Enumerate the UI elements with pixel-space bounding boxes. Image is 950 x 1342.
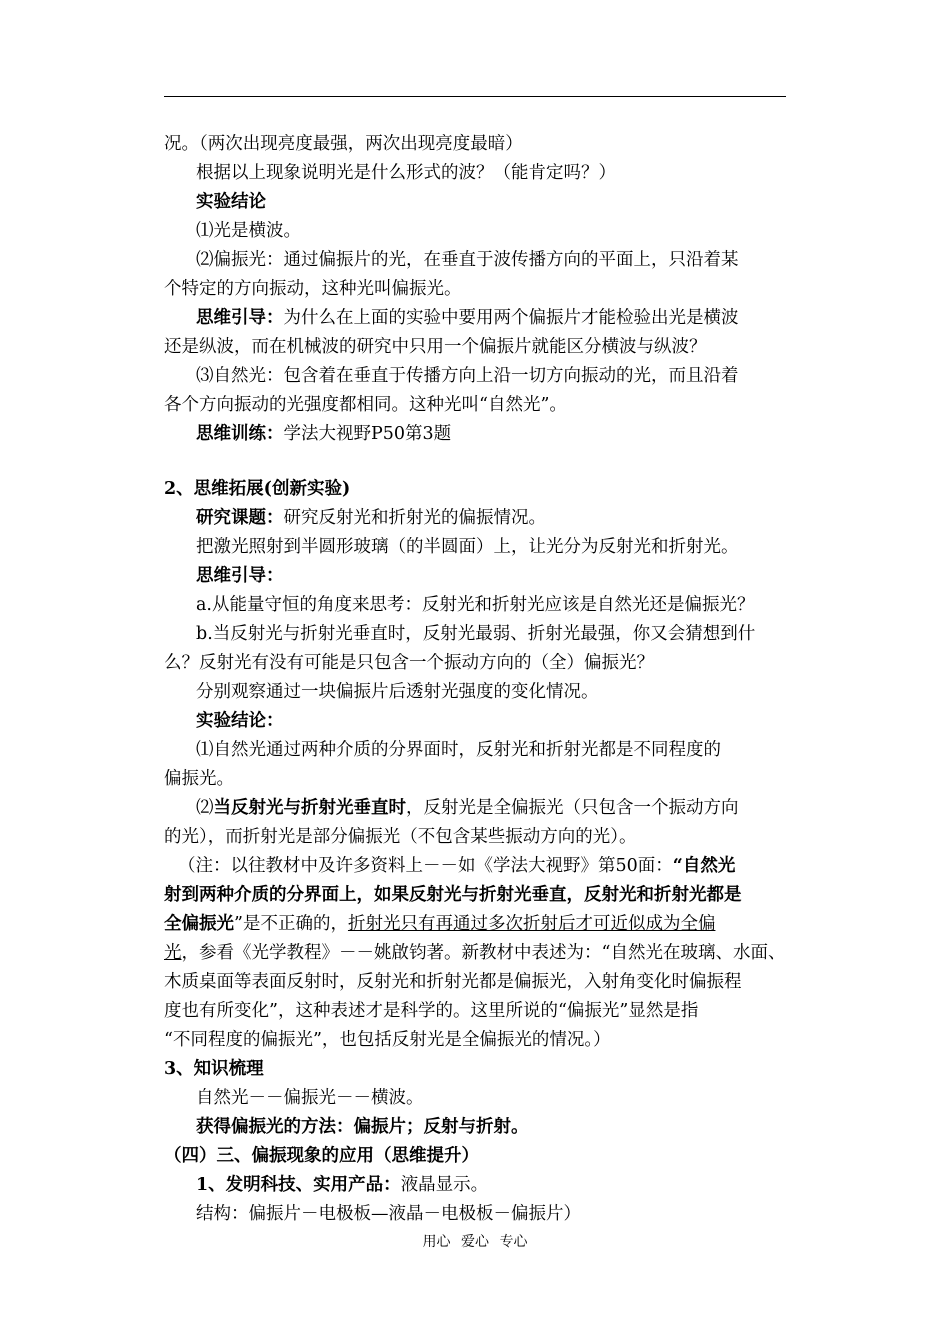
section-heading: 思维引导：	[196, 566, 284, 586]
text-line: 各个方向振动的光强度都相同。这种光叫“自然光”。	[164, 395, 567, 415]
section-heading: （四）三、偏振现象的应用（思维提升）	[164, 1146, 479, 1166]
section-heading: 2、思维拓展(创新实验)	[164, 479, 351, 499]
label: 研究课题：	[196, 508, 284, 528]
text: 研究反射光和折射光的偏振情况。	[283, 508, 546, 528]
text-line: 射到两种介质的分界面上，如果反射光与折射光垂直，反射光和折射光都是	[164, 885, 742, 905]
text-line	[178, 855, 950, 877]
text-line: 分别观察通过一块偏振片后透射光强度的变化情况。	[196, 682, 599, 702]
section-heading: 实验结论：	[196, 711, 284, 731]
label: 思维训练：	[196, 424, 284, 444]
header-rule	[164, 96, 786, 97]
text-line: 自然光－－偏振光－－横波。	[196, 1088, 424, 1108]
underlined-text: 光	[164, 943, 182, 963]
text: ⑵	[196, 798, 214, 818]
text-line	[196, 307, 950, 329]
text-line: 木质桌面等表面反射时，反射光和折射光都是偏振光，入射角变化时偏振程	[164, 972, 742, 992]
text-line: ⑴光是横波。	[196, 221, 301, 241]
text-line: 根据以上现象说明光是什么形式的波？（能肯定吗？）	[196, 163, 616, 183]
text-line: 结构：偏振片－电极板—液晶－电极板－偏振片）	[196, 1204, 581, 1224]
text-line: 还是纵波，而在机械波的研究中只用一个偏振片就能区分横波与纵波？	[164, 337, 707, 357]
text-line: ⑴自然光通过两种介质的分界面时，反射光和折射光都是不同程度的	[196, 740, 721, 760]
section-heading: 实验结论	[196, 192, 266, 212]
page-footer: 用心 爱心 专心	[422, 1234, 528, 1250]
text-line: 获得偏振光的方法：偏振片；反射与折射。	[196, 1117, 529, 1137]
text-line: 个特定的方向振动，这种光叫偏振光。	[164, 279, 462, 299]
text-line	[164, 913, 950, 935]
text-line	[196, 1174, 950, 1196]
text: 学法大视野P50第3题	[283, 424, 452, 444]
label: 1、发明科技、实用产品：	[196, 1175, 401, 1195]
underlined-text: 折射光只有再通过多次折射后才可近似成为全偏	[347, 914, 716, 934]
text-line: “不同程度的偏振光”，也包括反射光是全偏振光的情况。）	[164, 1030, 611, 1050]
section-heading: 3、知识梳理	[164, 1059, 264, 1079]
text-line: 偏振光。	[164, 769, 234, 789]
text-line: 么？反射光有没有可能是只包含一个振动方向的（全）偏振光？	[164, 653, 654, 673]
emphasis: 当反射光与折射光垂直时	[213, 798, 406, 818]
text: ，参看《光学教程》－－姚啟钧著。新教材中表述为：“自然光在玻璃、水面、	[181, 943, 786, 963]
text-line	[196, 507, 950, 529]
text: ”是不正确的，	[234, 914, 348, 934]
text-line	[164, 942, 950, 964]
emphasis: 全偏振光	[164, 914, 234, 934]
text-line: a.从能量守恒的角度来思考：反射光和折射光应该是自然光还是偏振光？	[196, 595, 755, 615]
text-line: ⑵偏振光：通过偏振片的光，在垂直于波传播方向的平面上，只沿着某	[196, 250, 739, 270]
text-line: 况。（两次出现亮度最强，两次出现亮度最暗）	[164, 134, 523, 154]
text-line: 把激光照射到半圆形玻璃（的半圆面）上，让光分为反射光和折射光。	[196, 537, 739, 557]
text-line	[196, 797, 950, 819]
text: 液晶显示。	[400, 1175, 489, 1195]
text-line	[196, 423, 950, 445]
text: ，反射光是全偏振光（只包含一个振动方向	[406, 798, 739, 818]
text: 为什么在上面的实验中要用两个偏振片才能检验出光是横波	[283, 308, 739, 328]
text-line: 的光），而折射光是部分偏振光（不包含某些振动方向的光）。	[164, 827, 637, 847]
text: （注：以往教材中及许多资料上－－如《学法大视野》第50面：	[178, 856, 673, 876]
text-line: ⑶自然光：包含着在垂直于传播方向上沿一切方向振动的光，而且沿着	[196, 366, 739, 386]
text-line: b.当反射光与折射光垂直时，反射光最弱、折射光最强，你又会猜想到什	[196, 624, 756, 644]
emphasis: “自然光	[672, 856, 736, 876]
text-line: 度也有所变化”，这种表述才是科学的。这里所说的“偏振光”显然是指	[164, 1001, 699, 1021]
label: 思维引导：	[196, 308, 284, 328]
